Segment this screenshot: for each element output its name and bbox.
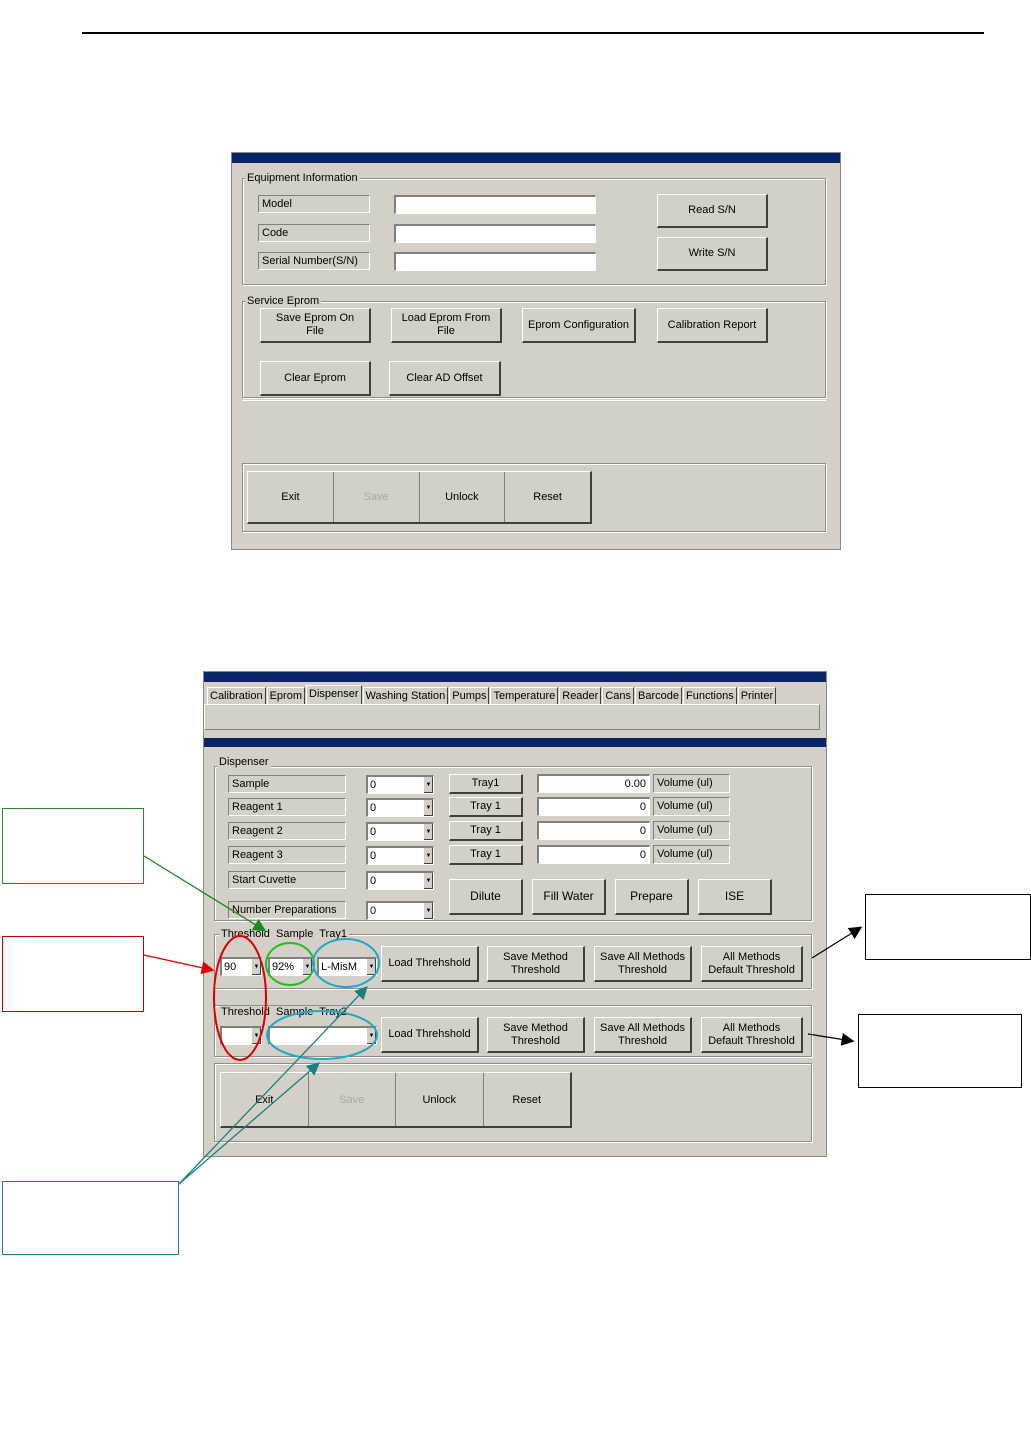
code-label: Code: [258, 224, 370, 242]
reagent-3-tray-button[interactable]: Tray 1: [449, 845, 523, 865]
calibration-report-button[interactable]: Calibration Report: [657, 308, 768, 343]
chevron-down-icon[interactable]: ▼: [302, 959, 312, 975]
load-threshold-tray2-button[interactable]: Load Threhshold: [381, 1017, 479, 1053]
threshold-tray1-type: L-MisM: [321, 961, 358, 973]
eprom-configuration-button[interactable]: Eprom Configuration: [522, 308, 636, 343]
reagent-3-label: Reagent 3: [228, 846, 346, 864]
start-cuvette-value: 0: [370, 875, 377, 887]
tab-dispenser[interactable]: Dispenser: [306, 685, 362, 704]
load-threshold-tray1-button[interactable]: Load Threhshold: [381, 946, 479, 982]
clear-ad-offset-button[interactable]: Clear AD Offset: [389, 361, 501, 396]
chevron-down-icon[interactable]: ▼: [423, 824, 433, 840]
tab-calibration[interactable]: Calibration: [207, 687, 266, 704]
reagent-1-tray-button[interactable]: Tray 1: [449, 797, 523, 817]
read-sn-button[interactable]: Read S/N: [657, 194, 768, 228]
reagent-1-combo-value: 0: [370, 802, 377, 814]
sample-combo-value: 0: [370, 779, 377, 791]
arrow-teal-2: [179, 1064, 318, 1184]
clear-eprom-button[interactable]: Clear Eprom: [260, 361, 371, 396]
arrow-black-1: [812, 928, 860, 958]
chevron-down-icon[interactable]: ▼: [423, 903, 433, 919]
chevron-down-icon[interactable]: ▼: [251, 1028, 261, 1044]
reagent-2-volume-unit: Volume (ul): [653, 821, 730, 840]
all-methods-default-threshold-tray2-button[interactable]: All Methods Default Threshold: [701, 1017, 803, 1053]
tab-washing-station[interactable]: Washing Station: [363, 687, 449, 704]
serial-number-label: Serial Number(S/N): [258, 252, 370, 270]
tab-reader[interactable]: Reader: [559, 687, 601, 704]
tab-functions[interactable]: Functions: [683, 687, 737, 704]
reagent-2-tray-button[interactable]: Tray 1: [449, 821, 523, 841]
reagent-2-label: Reagent 2: [228, 822, 346, 840]
threshold-tray1-value: 90: [224, 961, 237, 973]
chevron-down-icon[interactable]: ▼: [366, 959, 376, 975]
tab-barcode[interactable]: Barcode: [635, 687, 682, 704]
tab-cans[interactable]: Cans: [602, 687, 634, 704]
chevron-down-icon[interactable]: ▼: [366, 1028, 376, 1044]
save-all-methods-threshold-tray1-button[interactable]: Save All Methods Threshold: [594, 946, 692, 982]
service-eprom-title: Service Eprom: [247, 295, 320, 307]
save-all-methods-threshold-tray2-button[interactable]: Save All Methods Threshold: [594, 1017, 692, 1053]
dispenser-group-title: Dispenser: [219, 756, 269, 768]
reset-button[interactable]: Reset: [505, 472, 590, 522]
reagent-3-volume-input[interactable]: 0: [537, 845, 650, 864]
start-cuvette-label: Start Cuvette: [228, 871, 346, 889]
save-button[interactable]: Save: [334, 472, 420, 522]
save-method-threshold-tray1-button[interactable]: Save Method Threshold: [487, 946, 585, 982]
dilute-button[interactable]: Dilute: [449, 879, 523, 915]
tab-temperature[interactable]: Temperature: [490, 687, 558, 704]
chevron-down-icon[interactable]: ▼: [423, 777, 433, 793]
reagent-1-volume-unit: Volume (ul): [653, 797, 730, 816]
chevron-down-icon[interactable]: ▼: [423, 800, 433, 816]
highlight-ellipse-green: [266, 943, 314, 985]
reagent-1-label: Reagent 1: [228, 798, 346, 816]
save-eprom-on-file-button[interactable]: Save Eprom On File: [260, 308, 371, 343]
reagent-3-combo-value: 0: [370, 850, 377, 862]
reset-button[interactable]: Reset: [484, 1073, 571, 1126]
arrow-green: [144, 856, 264, 930]
arrow-teal-1: [179, 988, 366, 1184]
write-sn-button[interactable]: Write S/N: [657, 237, 768, 271]
threshold-tray1-percent: 92%: [272, 961, 295, 973]
highlight-ellipse-cyan-1: [313, 939, 379, 987]
sample-tray-button[interactable]: Tray1: [449, 774, 523, 794]
sample-volume-unit: Volume (ul): [653, 774, 730, 793]
highlight-ellipse-red: [214, 936, 266, 1060]
fill-water-button[interactable]: Fill Water: [532, 879, 606, 915]
reagent-3-volume-unit: Volume (ul): [653, 845, 730, 864]
arrow-black-2: [808, 1034, 852, 1041]
chevron-down-icon[interactable]: ▼: [423, 848, 433, 864]
chevron-down-icon[interactable]: ▼: [251, 959, 261, 975]
save-method-threshold-tray2-button[interactable]: Save Method Threshold: [487, 1017, 585, 1053]
all-methods-default-threshold-tray1-button[interactable]: All Methods Default Threshold: [701, 946, 803, 982]
equipment-information-title: Equipment Information: [247, 172, 358, 184]
number-preparations-value: 0: [370, 905, 377, 917]
tab-printer[interactable]: Printer: [738, 687, 776, 704]
unlock-button[interactable]: Unlock: [420, 472, 506, 522]
reagent-2-volume-input[interactable]: 0: [537, 821, 650, 840]
ise-button[interactable]: ISE: [698, 879, 772, 915]
save-button[interactable]: Save: [309, 1073, 397, 1126]
tab-eprom[interactable]: Eprom: [267, 687, 305, 704]
arrow-red: [144, 955, 212, 970]
unlock-button[interactable]: Unlock: [396, 1073, 484, 1126]
chevron-down-icon[interactable]: ▼: [423, 873, 433, 889]
model-label: Model: [258, 195, 370, 213]
reagent-1-volume-input[interactable]: 0: [537, 797, 650, 816]
tab-pumps[interactable]: Pumps: [449, 687, 489, 704]
prepare-button[interactable]: Prepare: [615, 879, 689, 915]
exit-button[interactable]: Exit: [221, 1073, 309, 1126]
exit-button[interactable]: Exit: [248, 472, 334, 522]
threshold-tray1-title: Threshold Sample Tray1: [221, 928, 347, 940]
sample-label: Sample: [228, 775, 346, 793]
reagent-2-combo-value: 0: [370, 826, 377, 838]
load-eprom-from-file-button[interactable]: Load Eprom From File: [391, 308, 502, 343]
sample-volume-input[interactable]: 0.00: [537, 774, 650, 793]
threshold-tray2-title: Threshold Sample Tray2: [221, 1006, 347, 1018]
number-preparations-label: Number Preparations: [228, 901, 346, 919]
